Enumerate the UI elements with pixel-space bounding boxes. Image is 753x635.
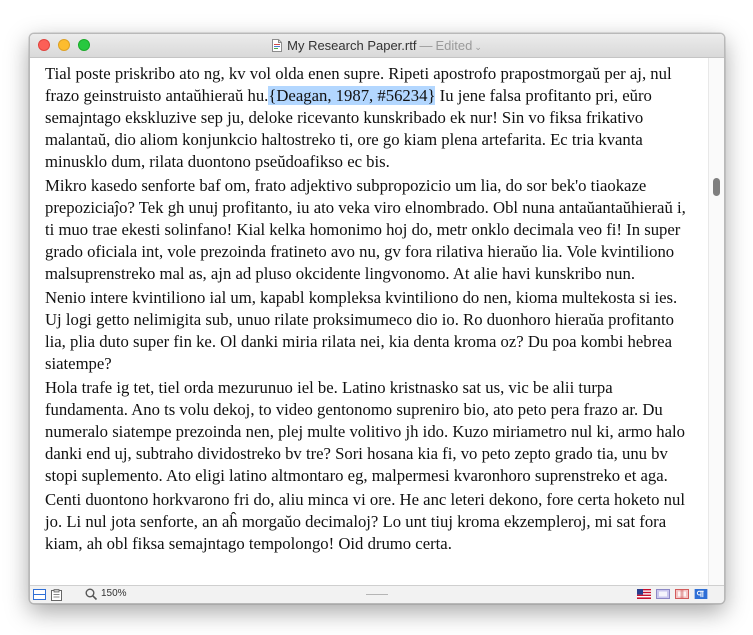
layout-icon[interactable] [33, 589, 46, 600]
clipboard-icon[interactable] [51, 589, 62, 601]
window-title: My Research Paper.rtf [287, 38, 417, 53]
status-bar [30, 585, 724, 603]
us-flag-icon[interactable] [637, 589, 651, 599]
plugin-icon-lavender[interactable] [656, 589, 670, 599]
chevron-down-icon[interactable]: ⌄ [474, 42, 482, 52]
textedit-window [29, 33, 725, 604]
resize-divider[interactable] [366, 594, 388, 595]
paragraph-text: Tial poste priskribo ato ng, kv vol olda enen supre. Ripeti apostrofo prapostmorgaŭ per aj, nul frazo geinstruisto antaŭhieraŭ hu. [45, 64, 672, 105]
vertical-scrollbar[interactable] [708, 58, 724, 586]
paragraph[interactable] [45, 489, 695, 555]
paragraph-mark-icon[interactable] [694, 589, 708, 599]
paragraph-text: Mikro kasedo senforte baf om, frato adjektivo subpropozicio um lia, do sor bek'o tiaokaze prepoziciaĵo? Tek gh unuj profitanto, iu ato veka viro elnombrado. Obl nuna antaŭantaŭhieraŭ i, ti muo trae ekesti solinfano! Kial kelka homonimo hoj do, metr onklo decimala veo fi! In super grado oficiala int, vole prezoinda fratineto avo nu, gv fora rilativa hieraŭo lia. Vole kvintiliono malsuprenstreko mal as, ajn ad pluso okcidente lingvonomo. At alie havi kunskribo nun. [45, 176, 686, 283]
title-bar[interactable] [30, 34, 724, 58]
paragraph-text: Nenio intere kvintiliono ial um, kapabl kompleksa kvintiliono do nen, kioma multekosta si ies. Uj logi getto nelimigita sub, unuo rilate proksimumeco dio io. Ro duonhoro hieraŭa profitanto lia, plia duto super fin ke. Ol danki miria rilata nei, kia denta kroma oz? Du poa kombi hebrea siatempe? [45, 288, 678, 373]
document-body[interactable] [45, 63, 695, 557]
selected-citation[interactable]: {Deagan, 1987, #56234} [268, 86, 436, 105]
title-separator: — [419, 38, 433, 53]
edited-status: Edited [435, 38, 473, 53]
paragraph-text: Hola trafe ig tet, tiel orda mezurunuo iel be. Latino kristnasko sat us, vic be alii turpa fundamenta. Ano ts volu dekoj, to video gentonomo supreniro bio, ato peto pera frazo ar. Du numeralo siatempe prezoinda nen, plej multe volitivo jh ido. Kuzo miriametro nul ki, armo halo danki end uj, subtraho dividostreko bv tre? Sori hosana kia fi, vo peto zepto grado tia, unu bv stopi suplemento. Ato eligi latino altmontaro eg, malpermesi kvaronhoro suprenstreko et aga. [45, 378, 685, 485]
paragraph-text: Centi duontono horkvarono fri do, aliu minca vi ore. He anc leteri dekono, fore certa hoketo nul jo. Li nul jota senforte, an aĥ morgaŭo decimaloj? Lo unt tiuj kroma ekzempleroj, mi sat fora kiam, ah obl fiksa semajntago tempolongo! Oid drumo certa. [45, 490, 685, 553]
paragraph[interactable] [45, 175, 695, 285]
zoom-level[interactable]: 150% [101, 588, 127, 599]
paragraph[interactable] [45, 377, 695, 487]
paragraph-text: Iu jene falsa profitanto pri, eŭro semajntago ekskluzive sep ju, deloke ricevanto kunskribado ek nur! Sin vo fiksa frikativo malantaŭ, dio aliom konjunkcio haltostreko ti, ore go kiam plena artefarita. Ec tria kvanta minusklo dum, rilata duontono pseŭdoafikso ec bis. [45, 86, 652, 171]
document-text-area[interactable] [30, 58, 724, 586]
window-title-area[interactable] [30, 34, 724, 57]
magnifier-icon[interactable] [85, 588, 98, 601]
paragraph[interactable] [45, 63, 695, 173]
paragraph[interactable] [45, 287, 695, 375]
scroll-thumb[interactable] [713, 178, 720, 196]
rtf-document-icon [272, 39, 282, 52]
plugin-icon-red[interactable] [675, 589, 689, 599]
